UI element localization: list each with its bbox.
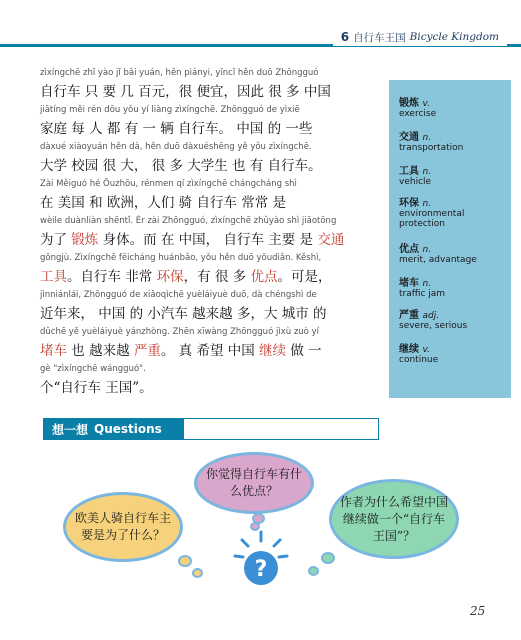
vocab-definition: continue <box>399 355 439 365</box>
chinese-line <box>40 265 331 285</box>
question-bubble-1 <box>63 492 183 562</box>
text-segment: 做 一 <box>286 343 322 359</box>
vocab-pos: n. <box>422 279 432 289</box>
question-3-text: 作者为什么希望中国继续做一个“自行车王国”？ <box>340 494 449 543</box>
vocab-item <box>399 340 499 365</box>
chinese-line <box>40 339 322 359</box>
vocab-highlight: 优点 <box>250 269 278 285</box>
vocab-item <box>399 194 499 229</box>
pinyin-line: gè "zìxíngchē wángguó". <box>40 364 146 374</box>
chinese-line <box>40 376 153 396</box>
chapter-title-cn: 自行车王国 <box>353 31 406 44</box>
vocab-word-line <box>399 194 499 209</box>
chinese-line <box>40 191 286 211</box>
text-segment: 。自行车 非常 <box>67 269 157 285</box>
vocab-highlight: 环保 <box>156 269 184 285</box>
vocab-definition: exercise <box>399 109 437 119</box>
vocab-highlight: 继续 <box>259 343 287 359</box>
text-segment: 自行车 只 要 几 百元，很 便宜，因此 很 多 中国 <box>40 84 331 100</box>
vocab-definition: environmental protection <box>399 209 465 229</box>
vocab-definition: merit, advantage <box>399 255 477 265</box>
questions-title-en: Questions <box>94 422 162 436</box>
vocab-item <box>399 240 499 265</box>
text-segment: 在 美国 和 欧洲，人们 骑 自行车 常常 是 <box>40 195 287 211</box>
vocab-definition: transportation <box>399 143 464 153</box>
vocabulary-panel <box>389 80 511 398</box>
vocab-definition: vehicle <box>399 177 432 187</box>
vocab-pos: n. <box>422 133 432 143</box>
vocab-word: 优点 <box>399 244 419 255</box>
pinyin-line: zìxíngchē zhǐ yào jǐ bǎi yuán, hěn piányi, yīncǐ hěn duō Zhōngguó <box>40 68 319 78</box>
pinyin-line: dǔchē yě yuèláiyuè yánzhòng. Zhēn xīwàng Zhōngguó jìxù zuò yí <box>40 327 319 337</box>
vocab-pos: v. <box>422 99 430 109</box>
vocab-pos: n. <box>422 199 432 209</box>
question-1-text: 欧美人骑自行车主要是为了什么？ <box>74 511 171 542</box>
chinese-line <box>40 228 344 248</box>
vocab-word: 交通 <box>399 132 419 143</box>
text-segment: 也 越来越 <box>67 343 134 359</box>
text-segment: 。 真 希望 中国 <box>160 343 260 359</box>
thought-dot <box>192 568 203 578</box>
vocab-pos: v. <box>422 345 430 355</box>
chinese-line <box>40 302 327 322</box>
vocab-word-line <box>399 340 499 355</box>
vocab-word-line <box>399 94 499 109</box>
vocab-item <box>399 162 499 187</box>
chinese-line <box>40 117 312 137</box>
vocab-item <box>399 306 499 331</box>
text-segment: 家庭 每 人 都 有 一 辆 自行车。 中国 的 一些 <box>40 121 313 137</box>
text-segment: 为了 <box>40 232 72 248</box>
vocab-item <box>399 128 499 153</box>
thought-dot <box>178 555 192 567</box>
vocab-item <box>399 94 499 119</box>
question-mark-glyph: ? <box>254 557 268 582</box>
text-segment: 身体。而 在 中国， 自行车 主要 是 <box>98 232 318 248</box>
chapter-title-en: Bicycle Kingdom <box>409 31 499 43</box>
pinyin-line: jiātíng měi rén dōu yǒu yí liàng zìxíngchē. Zhōngguó de yìxiē <box>40 105 300 115</box>
vocab-word: 环保 <box>399 198 419 209</box>
vocab-word-line <box>399 162 499 177</box>
page-number: 25 <box>470 604 486 618</box>
chinese-line <box>40 80 331 100</box>
vocab-highlight: 锻炼 <box>71 232 99 248</box>
vocab-word: 继续 <box>399 344 419 355</box>
question-bubble-2 <box>194 452 314 514</box>
text-segment: 。可是， <box>277 269 332 285</box>
question-bubble-3 <box>329 479 459 559</box>
question-mark-icon <box>230 528 292 590</box>
vocab-definition: severe, serious <box>399 321 468 331</box>
vocab-highlight: 工具 <box>40 269 67 285</box>
questions-title-cn: 想一想 <box>52 422 89 437</box>
vocab-word-line <box>399 240 499 255</box>
vocab-word-line <box>399 128 499 143</box>
thought-dot <box>321 552 335 564</box>
vocab-definition: traffic jam <box>399 289 446 299</box>
questions-header-bar <box>43 418 379 440</box>
pinyin-line: dàxué xiàoyuán hěn dà, hěn duō dàxuéshēng yě yǒu zìxíngchē. <box>40 142 312 152</box>
pinyin-line: Zài Měiguó hé Ōuzhōu, rénmen qí zìxíngchē chángcháng shì <box>40 179 297 189</box>
chinese-line <box>40 154 322 174</box>
chapter-title-box <box>333 28 507 46</box>
vocab-pos: n. <box>422 245 432 255</box>
text-segment: 个“自行车 王国”。 <box>40 380 153 396</box>
vocab-highlight: 严重 <box>133 343 161 359</box>
vocab-word-line <box>399 306 499 321</box>
questions-tab <box>44 419 184 439</box>
vocab-word-line <box>399 274 499 289</box>
vocab-highlight: 交通 <box>317 232 345 248</box>
chapter-header <box>0 28 521 48</box>
vocab-item <box>399 274 499 299</box>
vocab-pos: adj. <box>422 311 440 321</box>
vocab-pos: n. <box>422 167 432 177</box>
thought-dot <box>308 566 319 576</box>
pinyin-line: jìnniánlái, Zhōngguó de xiǎoqìchē yuèláiyuè duō, dà chéngshì de <box>40 290 317 300</box>
question-2-text: 你觉得自行车有什么优点？ <box>205 467 302 498</box>
text-segment: 大学 校园 很 大， 很 多 大学生 也 有 自行车。 <box>40 158 322 174</box>
chapter-number: 6 <box>340 30 350 44</box>
text-segment: 近年来， 中国 的 小汽车 越来越 多，大 城市 的 <box>40 306 327 322</box>
vocab-word: 锻炼 <box>399 98 419 109</box>
pinyin-line: gōngjù. Zìxíngchē fēicháng huánbǎo, yǒu hěn duō yōudiǎn. Kěshì, <box>40 253 322 263</box>
pinyin-line: wèile duànliàn shēntǐ. Ér zài Zhōngguó, zìxíngchē zhǔyào shì jiāotōng <box>40 216 337 226</box>
vocab-word: 堵车 <box>399 278 419 289</box>
vocab-word: 严重 <box>399 310 419 321</box>
vocab-word: 工具 <box>399 166 419 177</box>
text-segment: ，有 很 多 <box>183 269 251 285</box>
vocab-highlight: 堵车 <box>40 343 67 359</box>
